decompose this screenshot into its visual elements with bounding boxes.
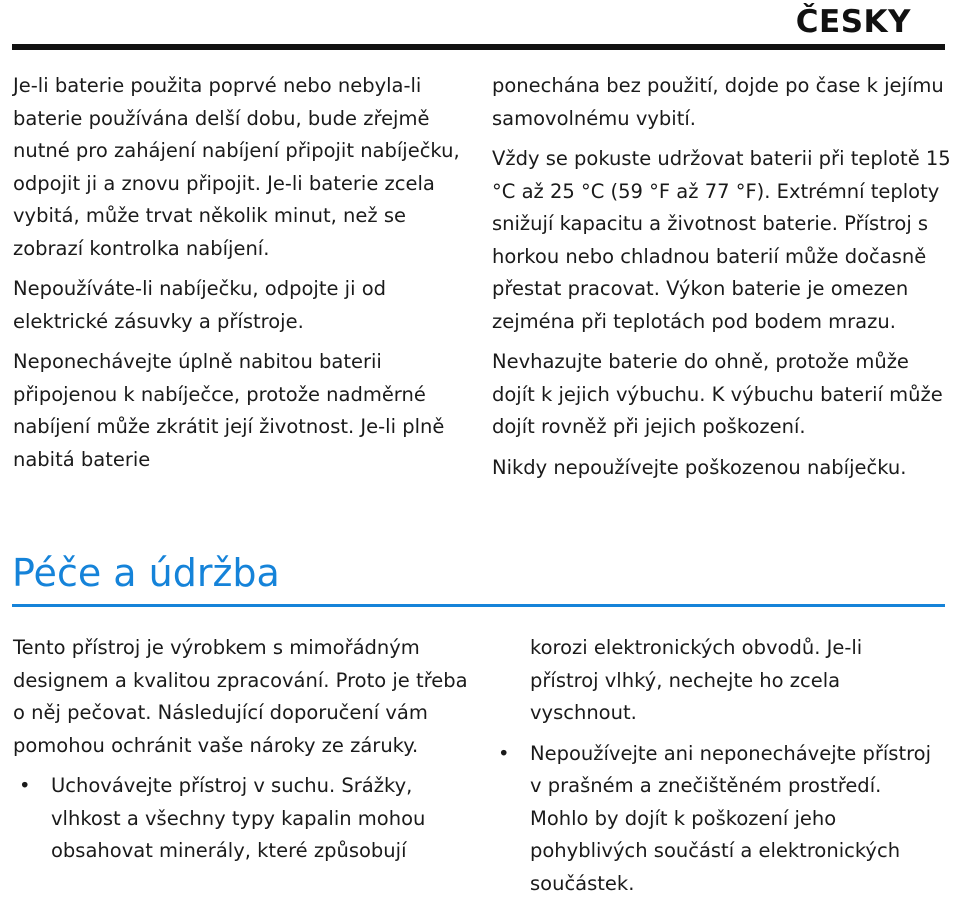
column-top-right bbox=[492, 70, 952, 484]
section-rule bbox=[12, 604, 945, 607]
section-heading: Péče a údržba bbox=[12, 551, 280, 595]
paragraph-overcharge: Neponechávejte úplně nabitou baterii připojenou k nabíječce, protože nadměrné nabíjení může zkrátit její životnost. Je-li plně nabitá baterie bbox=[13, 350, 445, 471]
list-item bbox=[13, 770, 473, 868]
paragraph-self-discharge: ponechána bez použití, dojde po čase k jejímu samovolnému vybití. bbox=[492, 74, 944, 130]
column-top-left bbox=[13, 70, 463, 476]
paragraph-unplug-charger: Nepoužíváte-li nabíječku, odpojte ji od elektrické zásuvky a přístroje. bbox=[13, 277, 387, 333]
column-bottom-left bbox=[13, 632, 473, 876]
paragraph-first-use: Je-li baterie použita poprvé nebo nebyla-li baterie používána delší dobu, bude zřejmě nutné pro zahájení nabíjení připojit nabíječku, odpojit ji a znovu připojit. Je-li baterie zcela vybitá, může trvat několik minut, než se zobrazí kontrolka nabíjení. bbox=[13, 74, 460, 260]
care-list-left bbox=[13, 770, 473, 868]
paragraph-temperature: Vždy se pokuste udržovat baterii při teplotě 15 °C až 25 °C (59 °F až 77 °F). Extrémní teploty snižují kapacitu a životnost baterie. Přístroj s horkou nebo chladnou baterií může dočasně přestat pracovat. Výkon baterie je omezen zejména při teplotách pod bodem mrazu. bbox=[492, 147, 951, 333]
list-item bbox=[492, 738, 932, 901]
header-rule bbox=[12, 44, 945, 50]
list-item-continuation: korozi elektronických obvodů. Je-li přístroj vlhký, nechejte ho zcela vyschnout. bbox=[530, 636, 863, 724]
bullet-icon: • bbox=[19, 774, 31, 797]
list-item-text: Nepoužívejte ani neponechávejte přístroj v prašném a znečištěném prostředí. Mohlo by dojít k poškození jeho pohyblivých součástí a elektronických součástek. bbox=[530, 741, 932, 895]
language-label: ČESKY bbox=[795, 4, 911, 40]
paragraph-fire-warning: Nevhazujte baterie do ohně, protože může dojít k jejich výbuchu. K výbuchu baterií může dojít rovněž při jejich poškození. bbox=[492, 350, 943, 438]
care-list-right bbox=[492, 738, 932, 901]
bullet-icon: • bbox=[498, 741, 510, 765]
paragraph-damaged-charger: Nikdy nepoužívejte poškozenou nabíječku. bbox=[492, 455, 907, 479]
paragraph-intro: Tento přístroj je výrobkem s mimořádným designem a kvalitou zpracování. Proto je třeba o něj pečovat. Následující doporučení vám pomohou ochránit vaše nároky ze záruky. bbox=[13, 636, 468, 757]
list-item-text: Uchovávejte přístroj v suchu. Srážky, vlhkost a všechny typy kapalin mohou obsahovat minerály, které způsobují bbox=[51, 774, 426, 862]
column-bottom-right bbox=[492, 632, 932, 908]
